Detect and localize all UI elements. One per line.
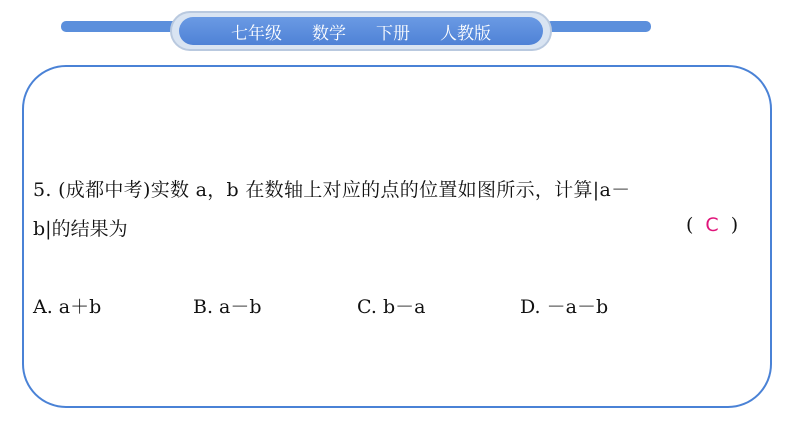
header-left-bar: [61, 21, 181, 32]
header-grade: 七年级: [231, 23, 282, 44]
answer-paren-close: ): [730, 214, 739, 236]
option-b: B. a－b: [193, 296, 262, 318]
header-right-bar: [546, 21, 651, 32]
option-a: A. a＋b: [33, 296, 102, 318]
answer-box: [686, 214, 738, 236]
header-pill: [179, 17, 543, 45]
answer-choice: C: [705, 214, 719, 236]
header-volume: 下册: [376, 23, 410, 44]
option-d: D. －a－b: [520, 296, 609, 318]
header-edition: 人教版: [440, 23, 491, 44]
content-frame: [22, 65, 772, 408]
question-line-1: 5. (成都中考)实数 a，b 在数轴上对应的点的位置如图所示，计算|a－: [33, 179, 631, 201]
header-subject: 数学: [312, 23, 346, 44]
question-line-2: b|的结果为: [33, 218, 128, 240]
answer-paren-open: (: [686, 214, 694, 236]
option-c: C. b－a: [357, 296, 426, 318]
